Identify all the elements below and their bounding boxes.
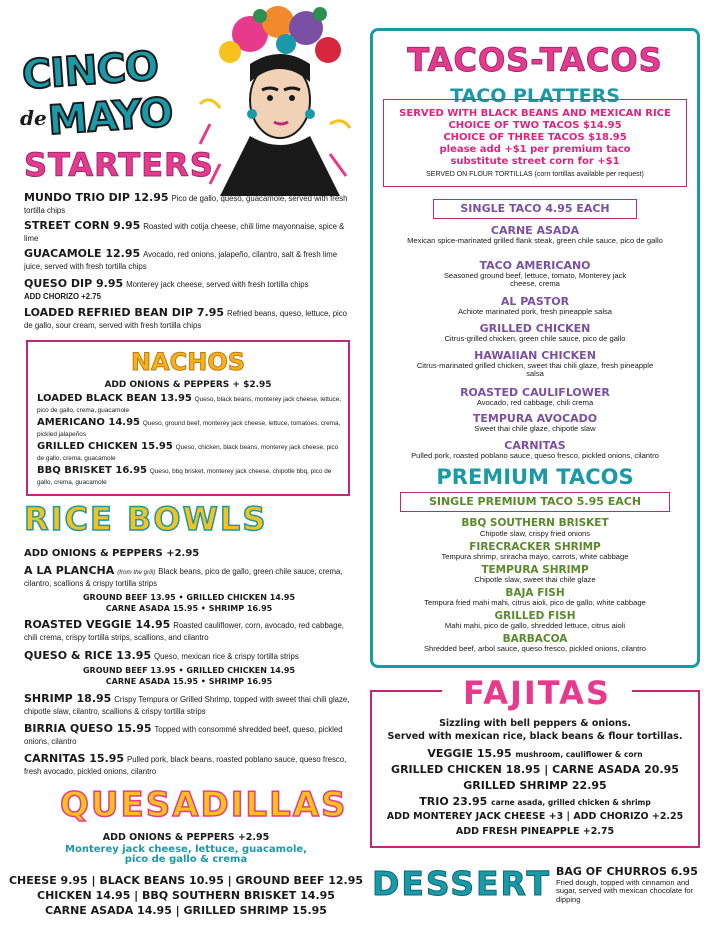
taco-name: TEMPURA AVOCADO bbox=[472, 412, 598, 425]
premium-taco-name: FIRECRACKER SHRIMP bbox=[469, 541, 601, 553]
fajitas-trio bbox=[372, 795, 698, 808]
tacos-heading: TACOS-TACOS bbox=[407, 41, 663, 79]
fajitas-intro: Served with mexican rice, black beans & flour tortillas. bbox=[387, 731, 683, 742]
item-name: BBQ BRISKET 16.95 bbox=[37, 465, 147, 476]
taco-name: ROASTED CAULIFLOWER bbox=[460, 386, 610, 399]
fajitas-trio-name: TRIO 23.95 bbox=[419, 795, 488, 808]
nachos-heading: NACHOS bbox=[130, 348, 246, 376]
taco-name: GRILLED CHICKEN bbox=[479, 322, 591, 335]
taco-desc: Pulled pork, roasted poblano sauce, queso fresco, pickled onions, cilantro bbox=[411, 451, 659, 460]
item-desc: Queso, black beans, monterey jack cheese, lettuce, pico de gallo, crema, guacamole bbox=[37, 396, 342, 414]
item-name: A LA PLANCHA bbox=[24, 564, 115, 577]
item-desc: Refried beans, queso, lettuce, pico de gallo, sour cream, served with fresh tortilla chips bbox=[24, 309, 348, 330]
item-desc: Pico de gallo, queso, guacamole, served with fresh tortilla chips bbox=[24, 194, 348, 215]
premium-taco-name: BBQ SOUTHERN BRISKET bbox=[461, 517, 609, 529]
taco-desc: Citrus-marinated grilled chicken, sweet thai chili glaze, fresh pineapple salsa bbox=[416, 361, 654, 378]
cinco-de-mayo-logo bbox=[18, 43, 218, 145]
item-desc: Monterey jack cheese, served with fresh tortilla chips bbox=[126, 280, 309, 289]
item-desc: Avocado, red onions, jalapeño, cilantro, salt & fresh lime juice, served with fresh tortilla chips bbox=[24, 250, 338, 271]
item-name: MUNDO TRIO DIP 12.95 bbox=[24, 191, 169, 204]
taco-name: CARNE ASADA bbox=[490, 224, 580, 237]
taco-desc: Sweet thai chile glaze, chipotle slaw bbox=[474, 424, 596, 433]
nachos-addon: ADD ONIONS & PEPPERS + $2.95 bbox=[104, 380, 272, 390]
taco-desc: Avocado, red cabbage, chili crema bbox=[476, 398, 594, 407]
item-name: STREET CORN 9.95 bbox=[24, 219, 141, 232]
quesadillas-heading: QUESADILLAS bbox=[60, 785, 348, 825]
premium-taco-desc: Tempura shrimp, sriracha mayo, carrots, white cabbage bbox=[441, 552, 629, 561]
item-desc: Queso, chicken, black beans, monterey jack cheese, pico de gallo, crema, guacamole bbox=[37, 444, 339, 462]
rice-bowl-options: GROUND BEEF 13.95 • GRILLED CHICKEN 14.95 bbox=[82, 666, 296, 675]
tacos-section bbox=[370, 28, 700, 668]
logo-de: de bbox=[20, 106, 47, 130]
item-desc: Black beans, pico de gallo, green chile sauce, crema, cilantro, scallions & crispy tortilla strips bbox=[24, 567, 343, 588]
item-name: QUESO DIP 9.95 bbox=[24, 277, 124, 290]
taco-name: HAWAIIAN CHICKEN bbox=[474, 349, 596, 362]
starters-heading: STARTERS bbox=[24, 146, 214, 184]
premium-taco-desc: Shredded beef, arbol sauce, queso fresco, pickled onions, cilantro bbox=[423, 644, 647, 653]
platter-note: SERVED ON FLOUR TORTILLAS (corn tortillas available per request) bbox=[426, 171, 644, 178]
fajitas-veggie-name: VEGGIE 15.95 bbox=[427, 747, 512, 760]
taco-platters-box bbox=[383, 99, 687, 187]
item-desc: Crispy Tempura or Grilled Shrimp, topped with sweet thai chili glaze, chipotle slaw, cilantro, scallions & crispy tortilla strips bbox=[24, 695, 350, 716]
fajitas-section bbox=[370, 674, 700, 848]
starter-item bbox=[24, 307, 354, 332]
taco-desc: Citrus-grilled chicken, green chile sauce, pico de gallo bbox=[444, 334, 626, 343]
quesadillas-line: CHEESE 9.95 | BLACK BEANS 10.95 | GROUND BEEF 12.95 bbox=[8, 874, 364, 887]
premium-tacos-heading: PREMIUM TACOS bbox=[436, 465, 634, 489]
single-premium-taco-price: SINGLE PREMIUM TACO 5.95 EACH bbox=[400, 492, 670, 512]
item-name: LOADED REFRIED BEAN DIP 7.95 bbox=[24, 306, 225, 319]
rice-bowl-item bbox=[24, 619, 354, 644]
fajitas-trio-desc: carne asada, grilled chicken & shrimp bbox=[491, 798, 651, 807]
item-desc: Roasted cauliflower, corn, avocado, red cabbage, chili crema, crispy tortilla strips, scallions, and cilantro bbox=[24, 621, 344, 642]
nachos-section bbox=[26, 340, 350, 496]
rice-bowl-item bbox=[24, 693, 354, 718]
nachos-item bbox=[37, 466, 342, 487]
platter-line: CHOICE OF TWO TACOS $14.95 bbox=[448, 120, 622, 131]
item-desc: Topped with consommé shredded beef, queso, pickled onions, cilantro bbox=[24, 725, 343, 746]
starter-item bbox=[24, 248, 354, 273]
taco-name: TACO AMERICANO bbox=[479, 259, 591, 272]
premium-taco-desc: Chipotle slaw, crispy fried onions bbox=[479, 529, 591, 538]
nachos-item bbox=[37, 394, 342, 415]
premium-taco-desc: Chipotle slaw, sweet thai chile glaze bbox=[474, 575, 596, 584]
premium-taco-name: TEMPURA SHRIMP bbox=[481, 564, 589, 576]
fajitas-addons: ADD MONTEREY JACK CHEESE +3 | ADD CHORIZO +2.25 bbox=[386, 811, 684, 822]
fajitas-veggie-desc: mushroom, cauliflower & corn bbox=[515, 750, 643, 759]
platter-line: CHOICE OF THREE TACOS $18.95 bbox=[443, 132, 627, 143]
item-desc: Roasted with cotija cheese, chili lime mayonnaise, spice & lime bbox=[24, 222, 345, 243]
platter-line: SERVED WITH BLACK BEANS AND MEXICAN RICE bbox=[399, 108, 671, 119]
item-name: LOADED BLACK BEAN 13.95 bbox=[37, 393, 192, 404]
taco-desc: Seasoned ground beef, lettuce, tomato, Monterey jack cheese, crema bbox=[443, 271, 627, 288]
rice-bowl-item bbox=[24, 753, 354, 778]
item-desc: Queso, ground beef, monterey jack cheese, lettuce, tomatoes, crema, pickled jalapeños bbox=[37, 420, 341, 438]
logo-mayo: MAYO bbox=[46, 89, 174, 145]
dessert-item bbox=[556, 866, 706, 905]
rice-bowl-item bbox=[24, 565, 354, 590]
premium-taco-name: BAJA FISH bbox=[505, 587, 565, 599]
single-taco-price: SINGLE TACO 4.95 EACH bbox=[433, 199, 637, 219]
item-note: (from the grill) bbox=[117, 569, 156, 576]
nachos-item bbox=[37, 418, 342, 439]
item-name: CARNITAS 15.95 bbox=[24, 752, 125, 765]
quesadillas-note: Monterey jack cheese, lettuce, guacamole, pico de gallo & crema bbox=[65, 844, 307, 865]
platter-line: please add +$1 per premium taco bbox=[439, 144, 631, 155]
quesadillas-addon: ADD ONIONS & PEPPERS +2.95 bbox=[102, 832, 270, 843]
taco-desc: Mexican spice-marinated grilled flank steak, green chile sauce, pico de gallo bbox=[407, 236, 663, 245]
fajitas-heading: FAJITAS bbox=[442, 674, 632, 712]
taco-name: AL PASTOR bbox=[500, 295, 570, 308]
dessert-desc: Fried dough, topped with cinnamon and sugar, served with mexican chocolate for dipping bbox=[556, 877, 694, 905]
rice-bowls-heading: RICE BOWLS bbox=[24, 500, 268, 538]
fajitas-line: GRILLED SHRIMP 22.95 bbox=[463, 779, 607, 792]
taco-platters-heading: TACO PLATTERS bbox=[450, 85, 620, 107]
dessert-heading: DESSERT bbox=[372, 864, 551, 903]
fajitas-pineapple: ADD FRESH PINEAPPLE +2.75 bbox=[455, 826, 615, 837]
platter-line: substitute street corn for +$1 bbox=[450, 156, 620, 167]
logo-cinco: CINCO bbox=[20, 43, 160, 99]
premium-taco-name: BARBACOA bbox=[502, 633, 568, 645]
rice-bowl-options: CARNE ASADA 15.95 • SHRIMP 16.95 bbox=[105, 677, 273, 686]
item-name: QUESO & RICE 13.95 bbox=[24, 649, 152, 662]
rice-bowl-options: CARNE ASADA 15.95 • SHRIMP 16.95 bbox=[105, 604, 273, 613]
premium-taco-desc: Tempura fried mahi mahi, citrus aioli, pico de gallo, white cabbage bbox=[424, 598, 646, 607]
quesadillas-line: CARNE ASADA 14.95 | GRILLED SHRIMP 15.95 bbox=[45, 904, 327, 917]
item-name: ROASTED VEGGIE 14.95 bbox=[24, 618, 171, 631]
rice-bowl-item bbox=[24, 723, 354, 748]
fajitas-intro: Sizzling with bell peppers & onions. bbox=[439, 718, 631, 729]
item-desc: Pulled pork, black beans, roasted poblano sauce, queso fresco, fresh avocado, pickled onions, cilantro bbox=[24, 755, 347, 776]
quesadillas-line: CHICKEN 14.95 | BBQ SOUTHERN BRISKET 14.95 bbox=[37, 889, 335, 902]
item-desc: Queso, bbq brisket, monterey jack cheese, chipotle bbq, pico de gallo, crema, guacamole bbox=[37, 468, 332, 486]
taco-desc: Achiote marinated pork, fresh pineapple salsa bbox=[457, 307, 613, 316]
premium-taco-desc: Mahi mahi, pico de gallo, shredded lettuce, citrus aioli bbox=[444, 621, 626, 630]
item-extra: ADD CHORIZO +2.75 bbox=[24, 291, 101, 301]
item-desc: Queso, mexican rice & crispy tortilla strips bbox=[154, 652, 299, 661]
item-name: AMERICANO 14.95 bbox=[37, 417, 141, 428]
fajitas-veggie bbox=[372, 747, 698, 760]
item-name: GRILLED CHICKEN 15.95 bbox=[37, 441, 173, 452]
starter-item bbox=[24, 220, 354, 245]
item-name: BIRRIA QUESO 15.95 bbox=[24, 722, 152, 735]
rice-bowl-options: GROUND BEEF 13.95 • GRILLED CHICKEN 14.95 bbox=[82, 593, 296, 602]
rice-bowl-item bbox=[24, 650, 354, 663]
nachos-item bbox=[37, 442, 342, 463]
starter-item bbox=[24, 192, 354, 217]
premium-taco-name: GRILLED FISH bbox=[494, 610, 576, 622]
starter-item bbox=[24, 278, 354, 303]
frida-portrait-illustration bbox=[190, 4, 356, 196]
fajitas-line: GRILLED CHICKEN 18.95 | CARNE ASADA 20.95 bbox=[391, 763, 679, 776]
rice-bowls-addon: ADD ONIONS & PEPPERS +2.95 bbox=[24, 548, 200, 559]
dessert-name: BAG OF CHURROS 6.95 bbox=[556, 865, 698, 878]
taco-name: CARNITAS bbox=[504, 439, 566, 452]
item-name: GUACAMOLE 12.95 bbox=[24, 247, 141, 260]
item-name: SHRIMP 18.95 bbox=[24, 692, 112, 705]
